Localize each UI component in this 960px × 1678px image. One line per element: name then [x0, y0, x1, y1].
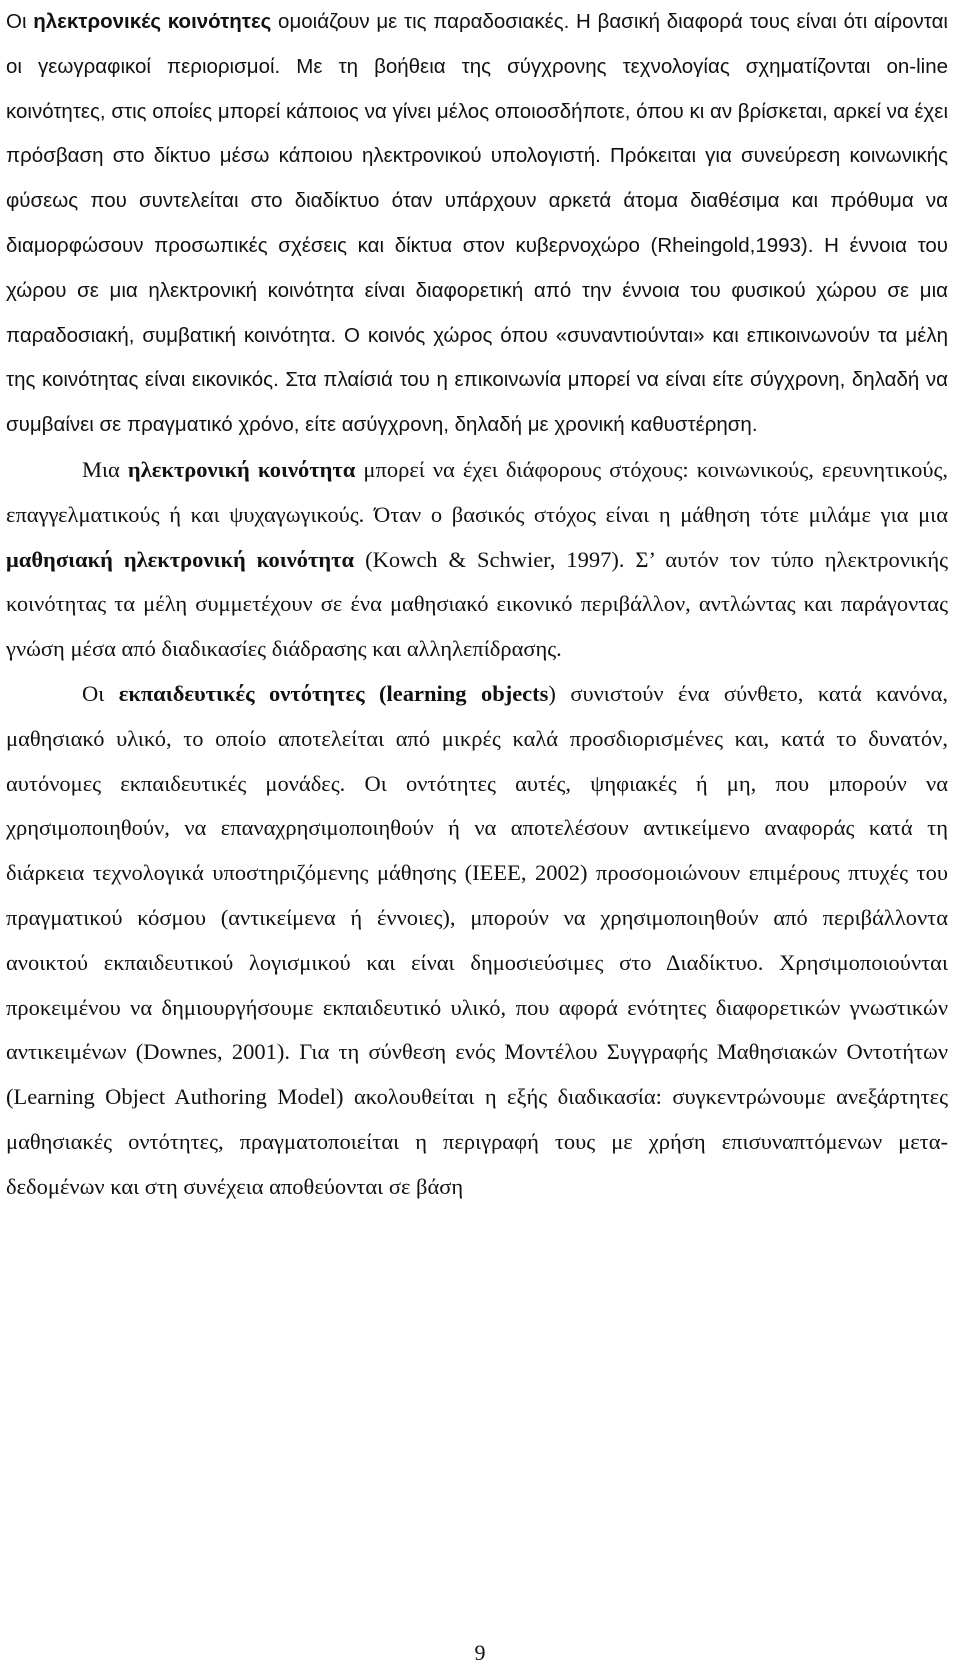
bold-term: ηλεκτρονικές κοινότητες	[33, 10, 272, 33]
text-segment: Οι	[6, 10, 34, 33]
text-segment: (Kowch & Schwier, 1997). Σ’ αυτόν τον τύπο ηλεκτρονικής κοινότητας τα μέλη συμμετέχουν σε ένα μαθησιακό εικονικό περιβάλλον, αντλώντας και παράγοντας γνώση μέσα από διαδικασίες διάδρασης και αλληλεπίδρασης.	[6, 546, 949, 662]
text-segment: Οι	[82, 680, 119, 706]
bold-term: μαθησιακή ηλεκτρονική κοινότητα	[6, 546, 355, 572]
body-text	[6, 0, 948, 1210]
paragraph-electronic-communities	[6, 0, 948, 448]
page-number: 9	[474, 1640, 486, 1665]
bold-term: εκπαιδευτικές οντότητες (learning objects	[118, 680, 549, 706]
paragraph-learning-community	[6, 448, 948, 672]
bold-term: ηλεκτρονική κοινότητα	[127, 456, 356, 482]
text-segment: Μια	[82, 456, 128, 482]
paragraph-learning-objects	[6, 672, 948, 1210]
text-segment: μπορεί να έχει διάφορους στόχους: κοινωνικούς, ερευνητικούς, επαγγελματικούς ή και ψυχαγωγικούς. Όταν ο βασικός στόχος είναι η μάθηση τότε μιλάμε για μια	[6, 456, 948, 527]
text-segment: ομοιάζουν με τις παραδοσιακές. Η βασική διαφορά τους είναι ότι αίρονται οι γεωγραφικοί περιορισμοί. Με τη βοήθεια της σύγχρονης τεχνολογίας σχηματίζονται on-line κοινότητες, στις οποίες μπορεί κάποιος να γίνει μέλος οποιοσδήποτε, όπου κι αν βρίσκεται, αρκεί να έχει πρόσβαση στο δίκτυο μέσω κάποιου ηλεκτρονικού υπολογιστή. Πρόκειται για συνεύρεση κοινωνικής φύσεως που συντελείται στο διαδίκτυο όταν υπάρχουν αρκετά άτομα διαθέσιμα και πρόθυμα να διαμορφώσουν προσωπικές σχέσεις και δίκτυα στον κυβερνοχώρο (Rheingold,1993). Η έννοια του χώρου σε μια ηλεκτρονική κοινότητα είναι διαφορετική από την έννοια του φυσικού χώρου σε μια παραδοσιακή, συμβατική κοινότητα. Ο κοινός χώρος όπου «συναντιούνται» και επικοινωνούν τα μέλη της κοινότητας είναι εικονικός. Στα πλαίσιά του η επικοινωνία μπορεί να είναι είτε σύγχρονη, δηλαδή να συμβαίνει σε πραγματικό χρόνο, είτε ασύγχρονη, δηλαδή με χρονική καθυστέρηση.	[6, 10, 948, 437]
text-segment: ) συνιστούν ένα σύνθετο, κατά κανόνα, μαθησιακό υλικό, το οποίο αποτελείται από μικρές καλά προσδιορισμένες και, κατά το δυνατόν, αυτόνομες εκπαιδευτικές μονάδες. Οι οντότητες αυτές, ψηφιακές ή μη, που μπορούν να χρησιμοποιηθούν, να επαναχρησιμοποιηθούν ή να αποτελέσουν αντικείμενο αναφοράς κατά τη διάρκεια τεχνολογικά υποστηριζόμενης μάθησης (IEEE, 2002) προσομοιώνουν επιμέρους πτυχές του πραγματικού κόσμου (αντικείμενα ή έννοιες), μπορούν να χρησιμοποιηθούν από περιβάλλοντα ανοικτού εκπαιδευτικού λογισμικού και είναι δημοσιεύσιμες στο Διαδίκτυο. Χρησιμοποιούνται προκειμένου να δημιουργήσουμε εκπαιδευτικό υλικό, που αφορά ενότητες διαφορετικών γνωστικών αντικειμένων (Downes, 2001). Για τη σύνθεση ενός Μοντέλου Συγγραφής Μαθησιακών Οντοτήτων (Learning Object Authoring Model) ακολουθείται η εξής διαδικασία: συγκεντρώνουμε ανεξάρτητες μαθησιακές οντότητες, πραγματοποιείται η περιγραφή τους με χρήση επισυναπτόμενων μετα-δεδομένων και στη συνέχεια αποθεύονται σε βάση	[6, 680, 948, 1199]
document-page	[6, 0, 954, 1678]
